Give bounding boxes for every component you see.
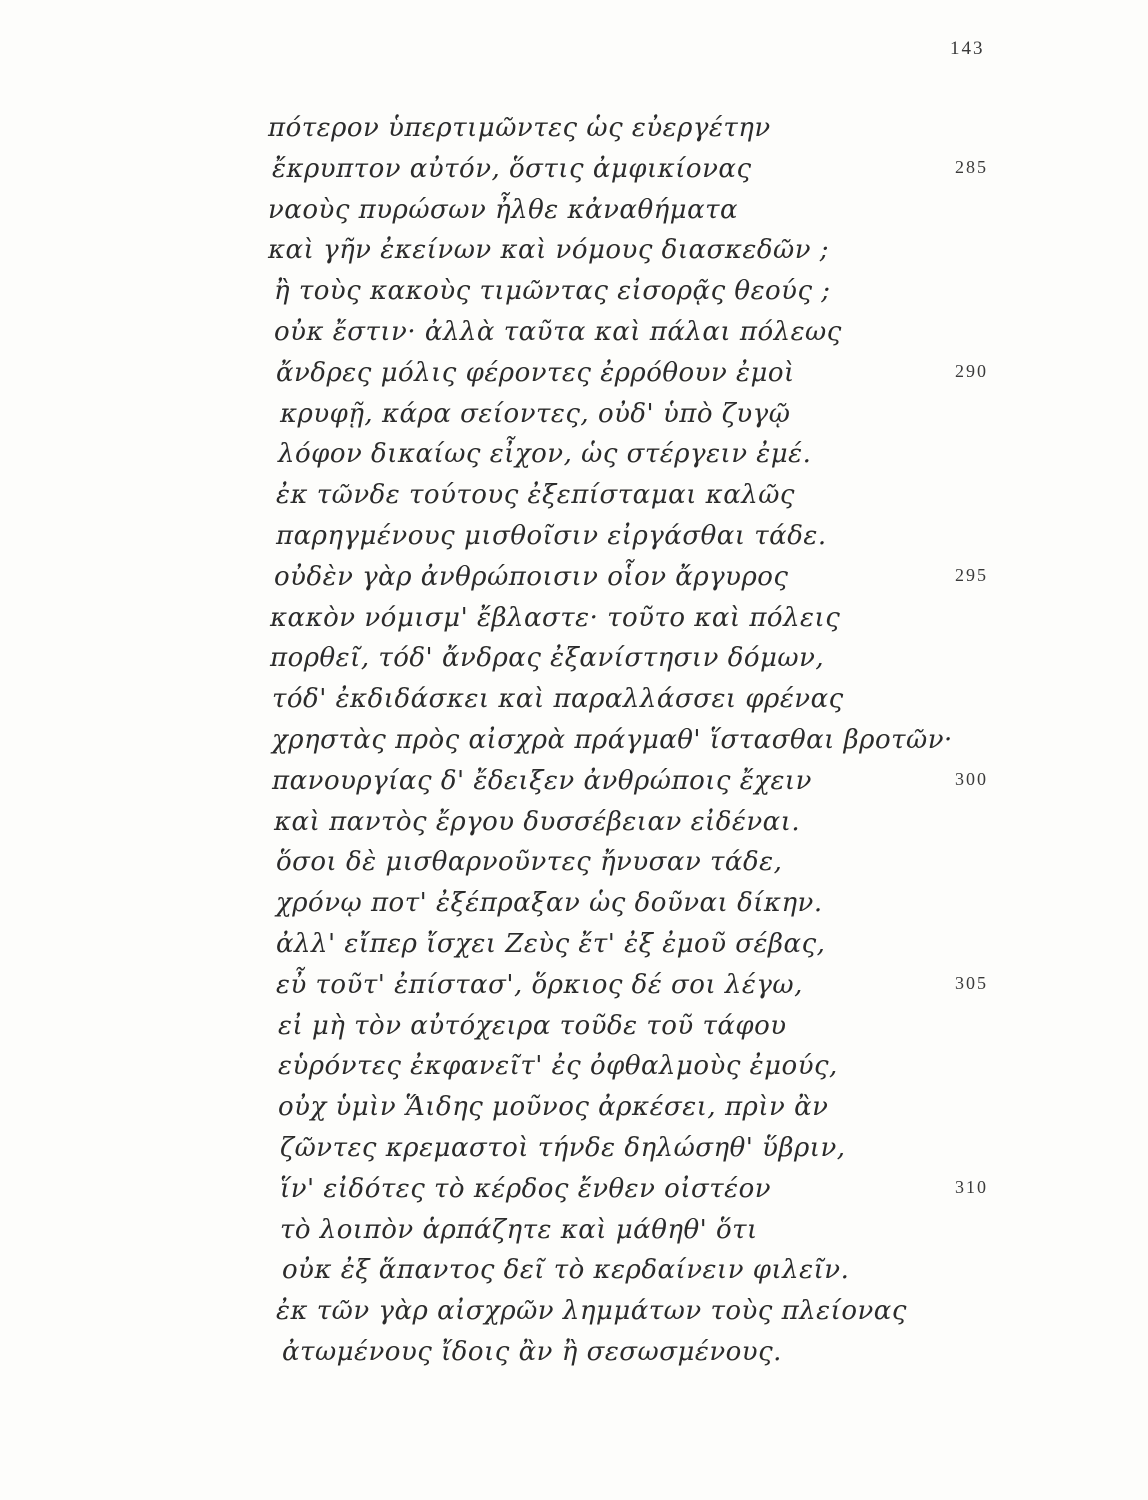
verse-line: ναοὺς πυρώσων ἦλθε κἀναθήματα xyxy=(268,195,739,225)
verse-line: παρηγμένους μισθοῖσιν εἰργάσθαι τάδε. xyxy=(276,521,827,551)
verse-line: ἄνδρες μόλις φέροντες ἐρρόθουν ἐμοὶ xyxy=(276,358,795,388)
verse-line: χρηστὰς πρὸς αἰσχρὰ πράγμαθ' ἵστασθαι βροτῶν· xyxy=(272,725,953,755)
verse-line: λόφον δικαίως εἶχον, ὡς στέργειν ἐμέ. xyxy=(278,439,812,469)
verse-line: ἐκ τῶν γὰρ αἰσχρῶν λημμάτων τοὺς πλείονας xyxy=(276,1296,907,1326)
verse-line: καὶ παντὸς ἔργου δυσσέβειαν εἰδέναι. xyxy=(274,807,801,837)
line-number: 290 xyxy=(955,361,988,381)
line-number: 305 xyxy=(955,973,988,993)
verse-line: ἐκ τῶνδε τούτους ἐξεπίσταμαι καλῶς xyxy=(276,480,795,510)
verse-line: ὅσοι δὲ μισθαρνοῦντες ἤνυσαν τάδε, xyxy=(276,847,783,877)
verse-line: ἢ τοὺς κακοὺς τιμῶντας εἰσορᾷς θεούς ; xyxy=(274,276,831,306)
verse-line: ἵν' εἰδότες τὸ κέρδος ἔνθεν οἰστέον xyxy=(280,1174,772,1204)
verse-line: πορθεῖ, τόδ' ἄνδρας ἐξανίστησιν δόμων, xyxy=(270,643,825,673)
verse-line: πανουργίας δ' ἔδειξεν ἀνθρώποις ἔχειν xyxy=(272,766,812,796)
verse-line: οὐδὲν γὰρ ἀνθρώποισιν οἷον ἄργυρος xyxy=(274,562,789,592)
verse-line: τόδ' ἐκδιδάσκει καὶ παραλλάσσει φρένας xyxy=(272,684,844,714)
verse-line: πότερον ὑπερτιμῶντες ὡς εὐεργέτην xyxy=(268,113,771,143)
verse-line: εἰ μὴ τὸν αὐτόχειρα τοῦδε τοῦ τάφου xyxy=(278,1011,787,1041)
line-number: 310 xyxy=(955,1177,988,1197)
line-number: 285 xyxy=(955,157,988,177)
verse-line: οὐχ ὑμὶν Ἅιδης μοῦνος ἀρκέσει, πρὶν ἂν xyxy=(278,1092,829,1122)
verse-line: ἀτωμένους ἴδοις ἂν ἢ σεσωσμένους. xyxy=(282,1337,782,1367)
verse-line: εὑρόντες ἐκφανεῖτ' ἐς ὀφθαλμοὺς ἐμούς, xyxy=(278,1051,838,1081)
verse-line: ἀλλ' εἴπερ ἴσχει Ζεὺς ἔτ' ἐξ ἐμοῦ σέβας, xyxy=(276,929,826,959)
verse-line: χρόνῳ ποτ' ἐξέπραξαν ὡς δοῦναι δίκην. xyxy=(276,888,823,918)
verse-line: κρυφῇ, κάρα σείοντες, οὐδ' ὑπὸ ζυγῷ xyxy=(280,399,791,429)
verse-line: τὸ λοιπὸν ἁρπάζητε καὶ μάθηθ' ὅτι xyxy=(280,1215,758,1245)
line-number: 300 xyxy=(955,769,988,789)
verse-line: οὐκ ἔστιν· ἀλλὰ ταῦτα καὶ πάλαι πόλεως xyxy=(274,317,842,347)
verse-line: ζῶντες κρεμαστοὶ τήνδε δηλώσηθ' ὕβριν, xyxy=(280,1133,846,1163)
verse-line: οὐκ ἐξ ἅπαντος δεῖ τὸ κερδαίνειν φιλεῖν. xyxy=(282,1255,850,1285)
verse-line: ἔκρυπτον αὐτόν, ὅστις ἀμφικίονας xyxy=(272,154,752,184)
verse-line: κακὸν νόμισμ' ἔβλαστε· τοῦτο καὶ πόλεις xyxy=(270,603,841,633)
verse-line: καὶ γῆν ἐκείνων καὶ νόμους διασκεδῶν ; xyxy=(268,235,830,265)
page-number: 143 xyxy=(950,38,985,59)
verse-line: εὖ τοῦτ' ἐπίστασ', ὅρκιος δέ σοι λέγω, xyxy=(276,970,803,1000)
line-number: 295 xyxy=(955,565,988,585)
